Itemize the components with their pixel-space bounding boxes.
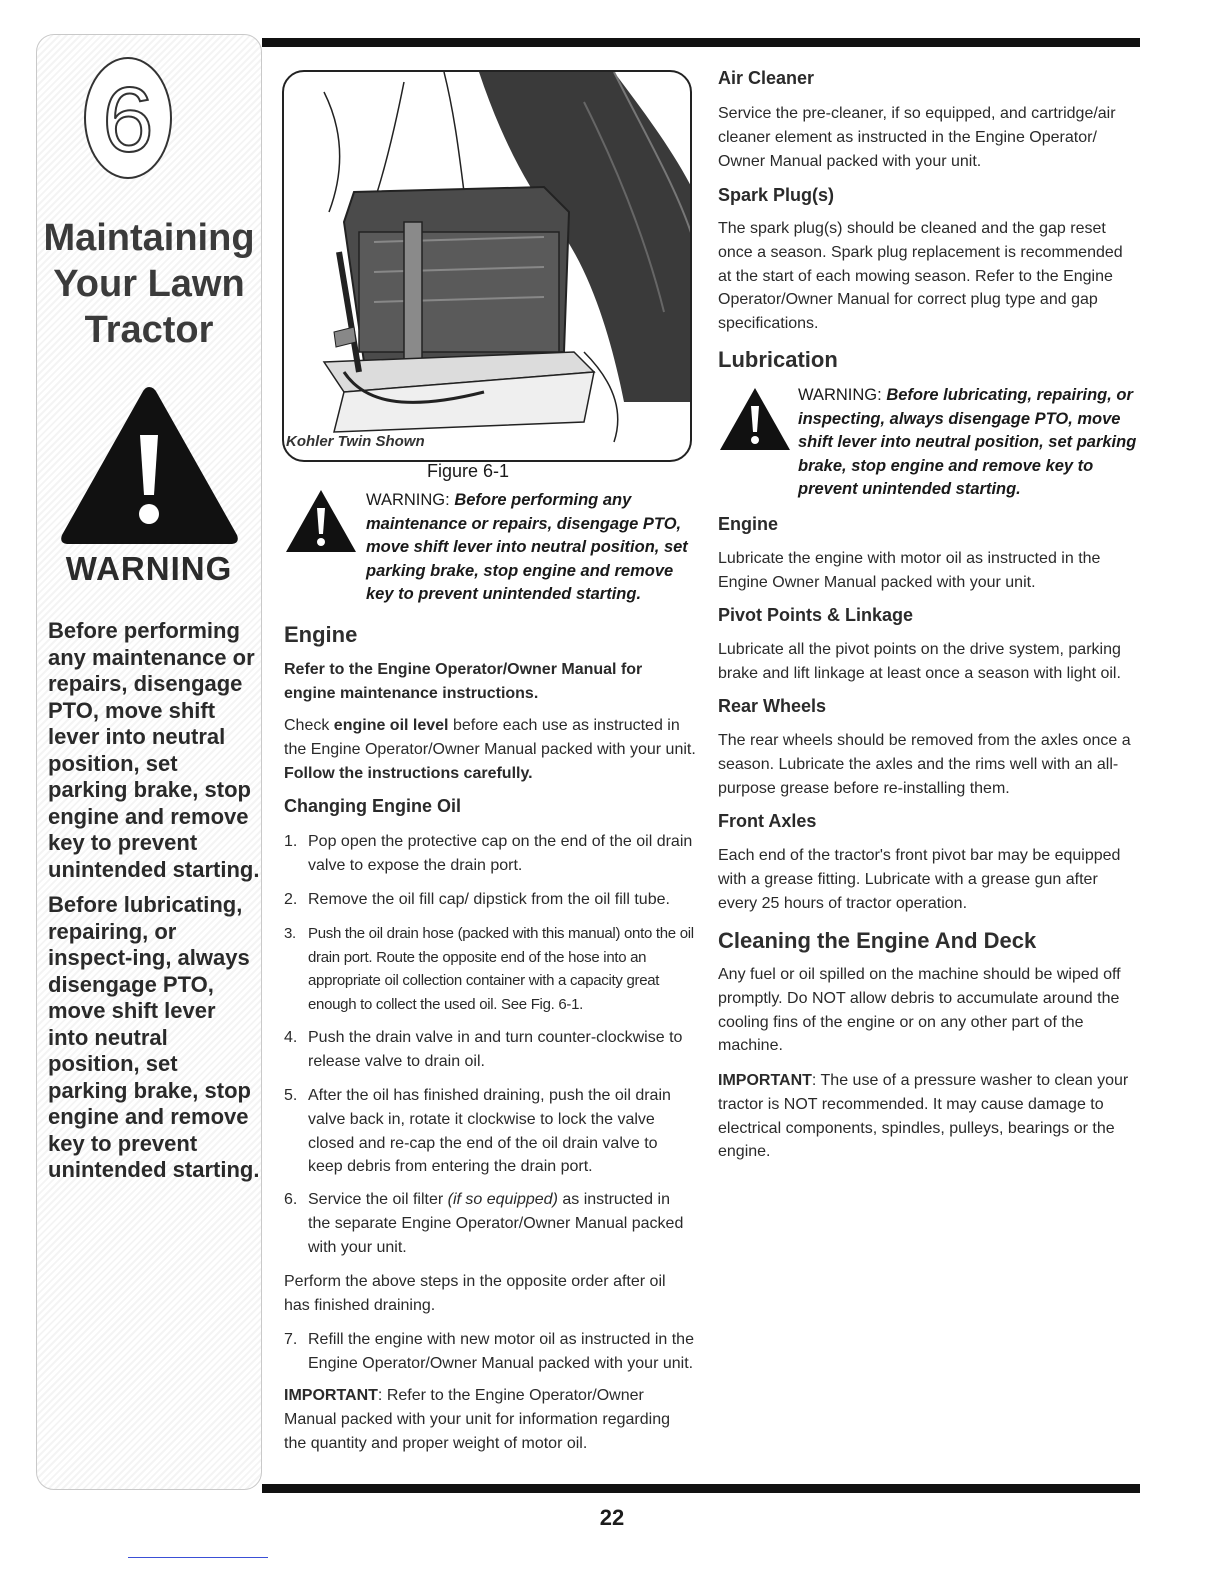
figure-6-1 <box>282 70 692 462</box>
step-text: Pop open the protective cap on the end of the oil drain valve to expose the drain port. <box>308 833 693 874</box>
bottom-rule <box>262 1484 1140 1493</box>
step-number: 3. <box>284 925 296 942</box>
spark-plug-text: The spark plug(s) should be cleaned and the gap reset once a season. Spark plug replacement is recommended at the start of each mowing season. Refer to the Engine Operator/Owner Manual for correct plug type and gap specifications. <box>718 220 1123 333</box>
sidebar-warning-text-1: Before performing any maintenance or repairs, disengage PTO, move shift lever into neutral position, set parking brake, stop engine and remove key to prevent unintended starting. <box>48 618 260 882</box>
chapter-title <box>36 215 262 353</box>
warning-triangle-icon <box>58 383 241 548</box>
front-axles-heading: Front Axles <box>718 811 817 831</box>
check-oil-text <box>284 714 696 785</box>
lub-engine-text: Lubricate the engine with motor oil as instructed in the Engine Owner Manual packed with your unit. <box>718 550 1101 591</box>
list-item <box>284 888 694 912</box>
warning-triangle-icon <box>284 488 358 554</box>
lubrication-warning-lead: WARNING: <box>798 386 882 404</box>
page-number: 22 <box>599 1505 625 1530</box>
step-text-post: as instructed in the separate Engine Operator/Owner Manual packed with your unit. <box>308 1191 684 1256</box>
chapter-number: 6 <box>102 69 154 171</box>
step-text-italic: (if so equipped) <box>447 1191 558 1208</box>
changing-oil-heading: Changing Engine Oil <box>284 796 461 816</box>
important-text: : Refer to the Engine Operator/Owner Manual packed with your unit for information regarding the quantity and proper weight of motor oil. <box>284 1387 670 1452</box>
step-text-pre: Service the oil filter <box>308 1191 448 1208</box>
step-number: 7. <box>284 1331 298 1348</box>
important-note <box>284 1384 694 1455</box>
step-text: After the oil has finished draining, push the oil drain valve back in, rotate it clockwise to lock the valve closed and re-cap the end of the oil drain valve to keep debris from entering the drain port. <box>308 1087 671 1176</box>
spark-plug-heading: Spark Plug(s) <box>718 185 835 205</box>
list-item <box>284 922 694 1016</box>
check-oil-bold: engine oil level <box>333 717 449 734</box>
cleaning-text: Any fuel or oil spilled on the machine should be wiped off promptly. Do NOT allow debris to accumulate around the cooling fins of the engine or on any other part of the machine. <box>718 966 1121 1055</box>
sidebar-warning-text-2: Before lubricating, repairing, or inspect-ing, always disengage PTO, move shift lever into neutral position, set parking brake, stop engine and remove key to prevent unintended starting. <box>48 892 260 1182</box>
step-text: Remove the oil fill cap/ dipstick from the oil fill tube. <box>308 891 670 908</box>
step-text: Push the drain valve in and turn counter-clockwise to release valve to drain oil. <box>308 1029 683 1070</box>
step-text: Push the oil drain hose (packed with this manual) onto the oil drain port. Route the opposite end of the hose into an appropriate oil collection container with a capacity great enough to collect the used oil. See Fig. 6-1. <box>308 925 694 1013</box>
step-text: Refill the engine with new motor oil as instructed in the Engine Operator/Owner Manual packed with your unit. <box>308 1331 694 1372</box>
important-lead: IMPORTANT <box>284 1387 378 1404</box>
engine-warning <box>366 489 696 607</box>
warning-triangle-icon <box>718 386 792 452</box>
step-number: 6. <box>284 1191 298 1208</box>
engine-illustration <box>284 72 692 462</box>
important-text: : The use of a pressure washer to clean your tractor is NOT recommended. It may cause damage to electrical components, spindles, pulleys, bearings or the engine. <box>718 1072 1129 1161</box>
cleaning-heading: Cleaning the Engine And Deck <box>718 928 1037 953</box>
figure-inner-caption: Kohler Twin Shown <box>286 433 425 450</box>
step-text <box>308 1188 694 1259</box>
figure-label: Figure 6-1 <box>427 461 510 481</box>
step-number: 4. <box>284 1029 298 1046</box>
sidebar-warning-heading: WARNING <box>65 550 233 587</box>
air-cleaner-heading: Air Cleaner <box>718 68 815 88</box>
chapter-title-line-2: Your Lawn <box>53 263 245 305</box>
engine-warning-lead: WARNING: <box>366 491 450 509</box>
perform-text: Perform the above steps in the opposite order after oil has finished draining. <box>284 1273 666 1314</box>
front-axles-text: Each end of the tractor's front pivot bar may be equipped with a grease fitting. Lubricate with a grease gun after every 25 hours of tractor operation. <box>718 847 1121 912</box>
rear-wheels-text: The rear wheels should be removed from the axles once a season. Lubricate the axles and the rims well with an all-purpose grease before re-installing them. <box>718 732 1131 797</box>
pivot-points-text: Lubricate all the pivot points on the drive system, parking brake and lift linkage at least once a season with light oil. <box>718 641 1121 682</box>
lubrication-warning-body: Before lubricating, repairing, or inspecting, always disengage PTO, move shift lever into neutral position, set parking brake, stop engine and remove key to prevent unintended starting. <box>798 386 1137 498</box>
chapter-title-line-3: Tractor <box>84 309 214 351</box>
check-oil-follow: Follow the instructions carefully. <box>284 764 533 782</box>
cleaning-important-note <box>718 1069 1138 1164</box>
lubrication-heading: Lubrication <box>718 347 838 372</box>
top-rule <box>262 38 1140 47</box>
engine-heading: Engine <box>284 622 358 647</box>
air-cleaner-text: Service the pre-cleaner, if so equipped, and cartridge/air cleaner element as instructed in the Engine Operator/ Owner Manual packed with your unit. <box>718 105 1116 170</box>
list-item <box>284 1328 694 1376</box>
footer-link-line <box>128 1557 268 1558</box>
list-item <box>284 1084 694 1179</box>
chapter-number-badge <box>82 55 174 181</box>
pivot-points-heading: Pivot Points & Linkage <box>718 605 914 625</box>
engine-intro: Refer to the Engine Operator/Owner Manual for engine maintenance instructions. <box>284 661 643 702</box>
list-item <box>284 830 694 878</box>
step-number: 2. <box>284 891 298 908</box>
step-number: 1. <box>284 833 298 850</box>
check-oil-post: before each use as instructed in the Engine Operator/Owner Manual packed with your unit. <box>284 717 696 758</box>
lub-engine-heading: Engine <box>718 514 779 534</box>
check-oil-pre: Check <box>284 717 334 734</box>
important-lead: IMPORTANT <box>718 1072 812 1089</box>
engine-warning-body: Before performing any maintenance or repairs, disengage PTO, move shift lever into neutral position, set parking brake, stop engine and remove key to prevent unintended starting. <box>366 491 688 603</box>
list-item <box>284 1026 694 1074</box>
lubrication-warning <box>798 384 1138 502</box>
chapter-title-line-1: Maintaining <box>43 217 255 259</box>
list-item <box>284 1188 694 1259</box>
rear-wheels-heading: Rear Wheels <box>718 696 827 716</box>
step-number: 5. <box>284 1087 298 1104</box>
